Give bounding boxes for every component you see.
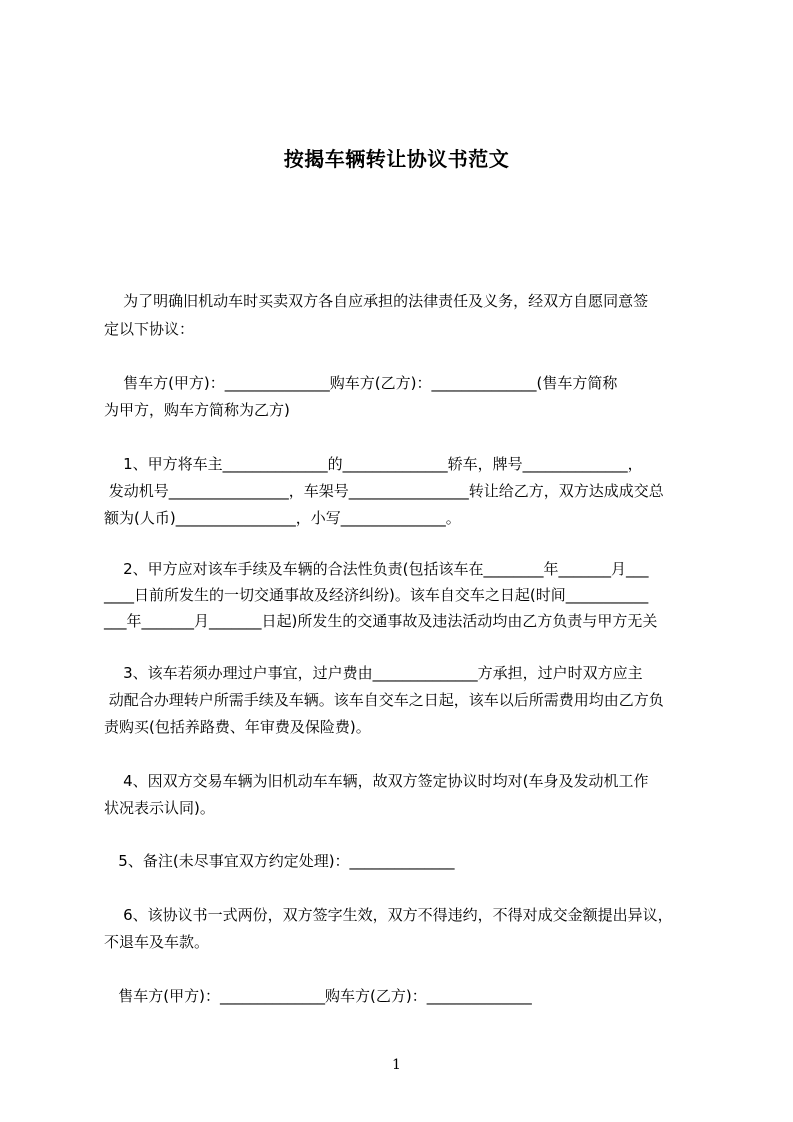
clause-2-line-1: 2、甲方应对该车手续及车辆的合法性负责(包括该车在________年_______月___ (104, 560, 649, 578)
clause-6-line-2: 不退车及车款。 (104, 933, 210, 951)
clause-1-line-3: 额为(人币)________________，小写______________。 (104, 509, 461, 527)
preamble-line-2: 定以下协议： (104, 320, 195, 338)
clause-3-line-3: 责购买(包括养路费、年审费及保险费)。 (104, 718, 371, 736)
parties-line-1: 售车方(甲方)：______________购车方(乙方)：______________(售车方简称 (104, 374, 618, 392)
parties-line-2: 为甲方，购车方简称为乙方) (104, 401, 290, 419)
signature-line: 售车方(甲方)：______________购车方(乙方)：______________ (104, 987, 532, 1005)
clause-1-line-2: 发动机号________________，车架号________________转让给乙方，双方达成成交总 (104, 482, 664, 500)
clause-2-line-3: ___年_______月_______日起)所发生的交通事故及违法活动均由乙方负责与甲方无关 (104, 612, 658, 630)
preamble-line-1: 为了明确旧机动车时买卖双方各自应承担的法律责任及义务，经双方自愿同意签 (104, 292, 649, 310)
clause-3-line-2: 动配合办理转户所需手续及车辆。该车自交车之日起，该车以后所需费用均由乙方负 (104, 691, 664, 709)
clause-6-line-1: 6、该协议书一式两份，双方签字生效，双方不得违约，不得对成交金额提出异议， (104, 906, 673, 924)
clause-2-line-2: ____日前所发生的一切交通事故及经济纠纷)。该车自交车之日起(时间___________ (104, 586, 649, 604)
clause-1-line-1: 1、甲方将车主______________的______________轿车，牌号______________， (104, 455, 643, 473)
page-number: 1 (392, 1057, 401, 1073)
clause-4-line-2: 状况表示认同)。 (104, 799, 215, 817)
clause-5-line: 5、备注(未尽事宜双方约定处理)：______________ (104, 852, 455, 870)
document-title: 按揭车辆转让协议书范文 (283, 147, 510, 171)
clause-3-line-1: 3、该车若须办理过户事宜，过户费由______________方承担，过户时双方应主 (104, 664, 643, 682)
clause-4-line-1: 4、因双方交易车辆为旧机动车车辆，故双方签定协议时均对(车身及发动机工作 (104, 772, 649, 790)
